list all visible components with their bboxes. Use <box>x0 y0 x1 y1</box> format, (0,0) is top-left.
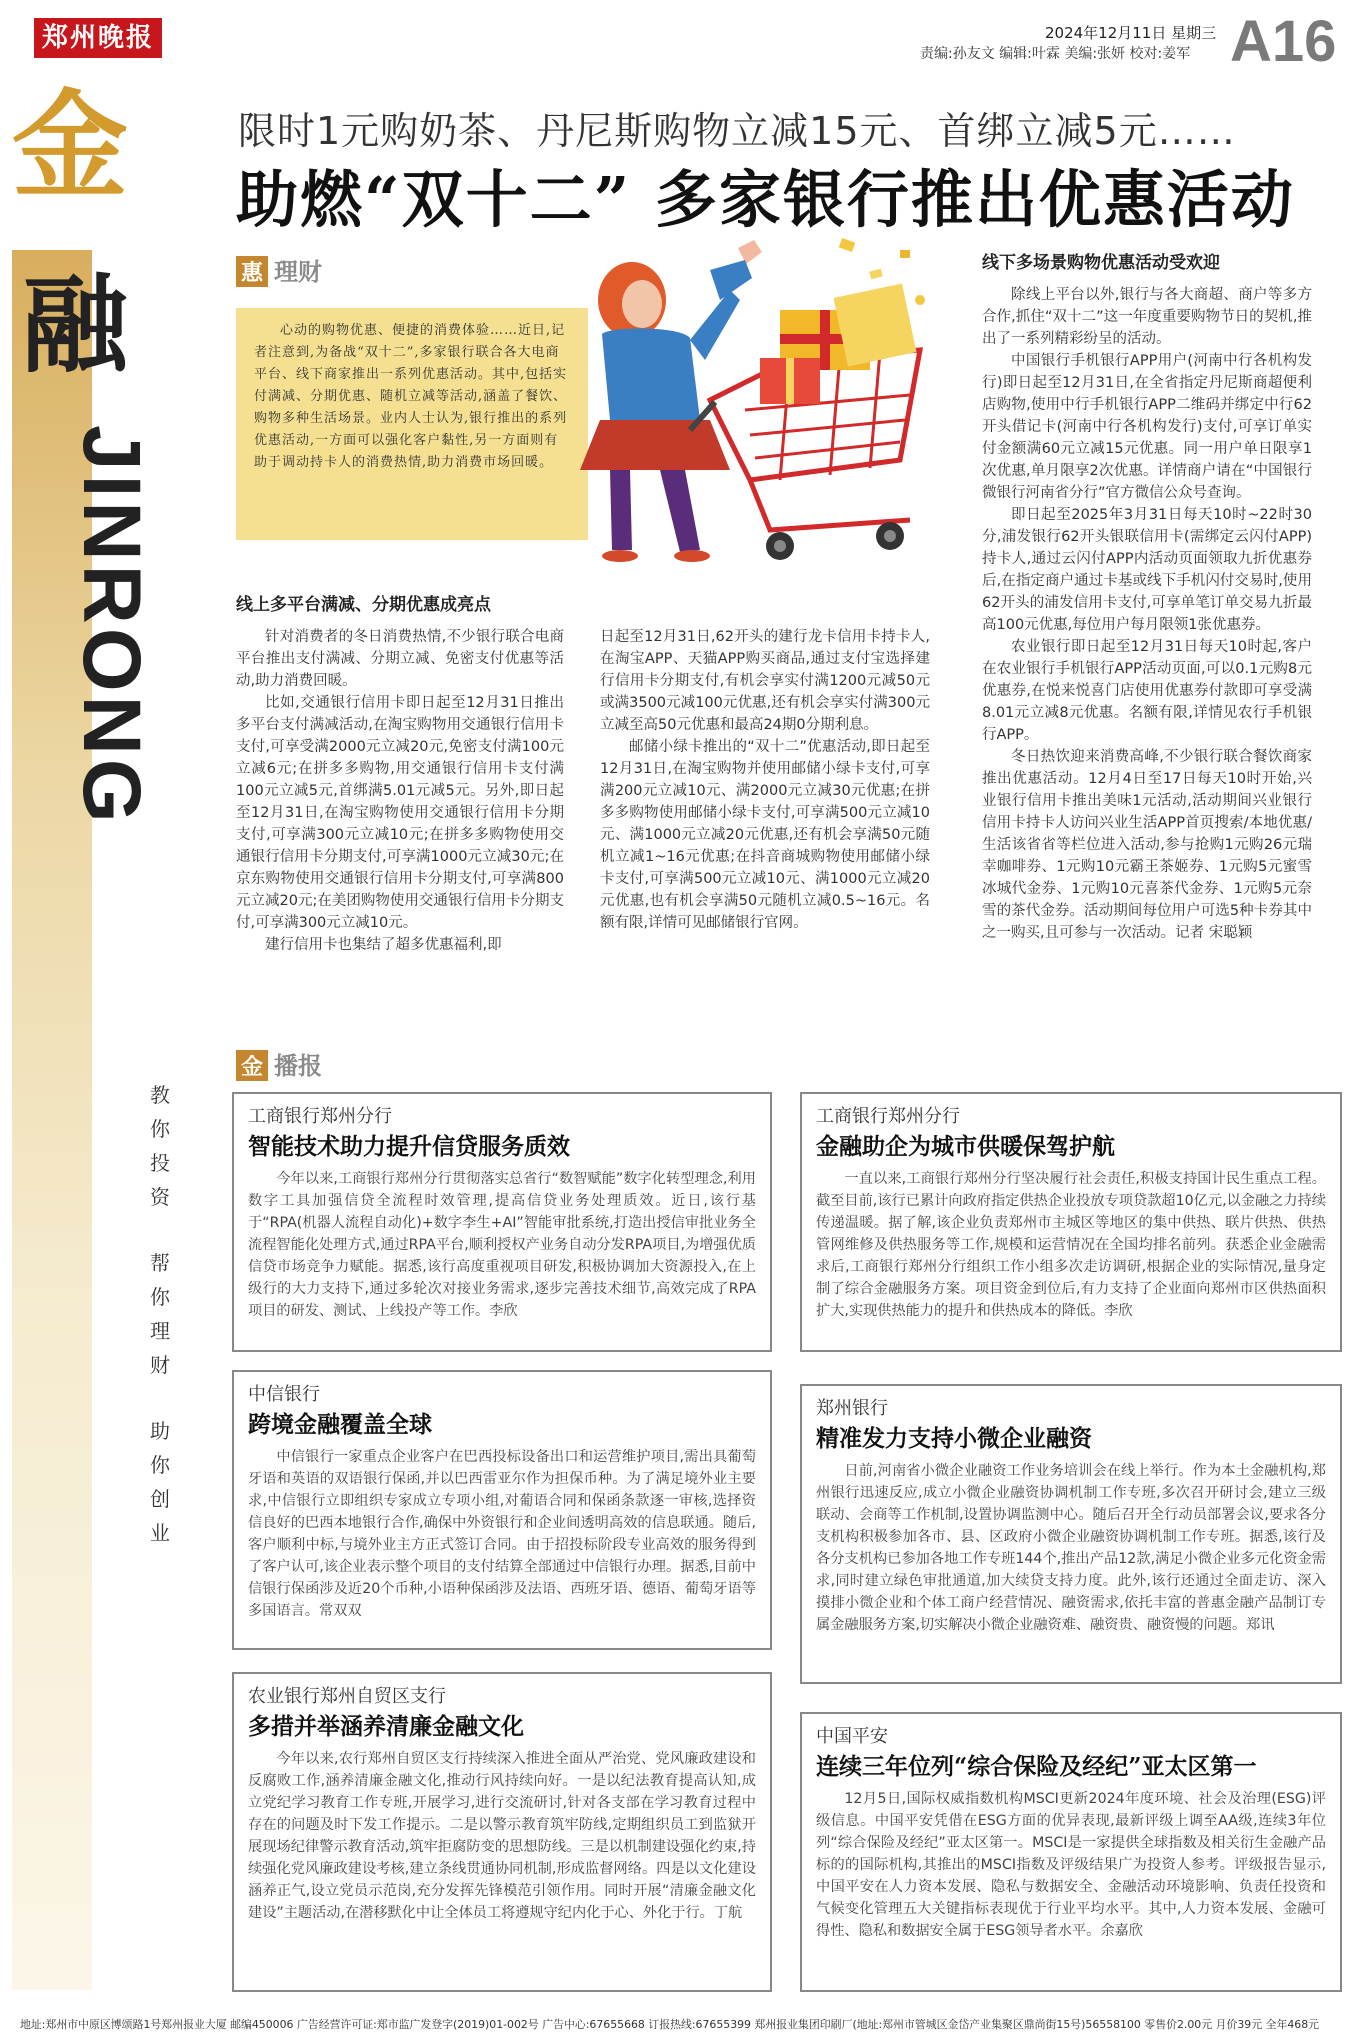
woman-figure <box>580 240 762 562</box>
brief-title: 金融助企为城市供暖保驾护航 <box>816 1133 1115 1160</box>
section-tag-licai <box>236 252 322 287</box>
section-char-jin: 金 <box>12 78 128 214</box>
shopping-illustration <box>540 230 950 580</box>
news-brief <box>800 1712 1342 1992</box>
article-column-1 <box>236 626 564 956</box>
article-column-2 <box>600 626 930 934</box>
paragraph: 农业银行即日起至12月31日每天10时起,客户在农业银行手机银行APP活动页面,可以0.1元购8元优惠券,在悦来悦喜门店使用优惠券付款即可享受满8.01元立减8元优惠。名额有限,详情见农行手机银行APP。 <box>982 639 1312 743</box>
slogan-char: 财 <box>150 1353 170 1377</box>
news-brief <box>800 1092 1342 1352</box>
newspaper-logo: 郑州晚报 <box>34 18 162 58</box>
intro-box: 心动的购物优惠、便捷的消费体验……近日,记者注意到,为备战“双十二”,多家银行联合各大电商平台、线下商家推出一系列优惠活动。其中,包括实付满减、分期优惠、随机立减等活动,涵盖了餐饮、购物多种生活场景。业内人士认为,银行推出的系列优惠活动,一方面可以强化客户黏性,另一方面则有助于调动持卡人的消费热情,助力消费市场回暖。 <box>236 308 588 540</box>
brief-body: 今年以来,工商银行郑州分行贯彻落实总省行“数智赋能”数字化转型理念,利用数字工具加强信贷全流程时效管理,提高信贷业务处理质效。近日,该行基于“RPA(机器人流程自动化)+数字李生+AI”智能审批系统,打造出授信审批业务全流程智能化处理方式,通过RPA平台,顺利授权产业务自动分发RPA项目,为增强优质信贷市场竞争力赋能。据悉,该行高度重视项目研发,积极协调加大资源投入,在上级行的大力支持下,通过多轮次对接业务需求,逐步完善技术细节,高效完成了RPA项目的研发、测试、上线投产等工作。李欣 <box>248 1171 756 1319</box>
brief-title: 跨境金融覆盖全球 <box>248 1411 432 1438</box>
brief-org: 郑州银行 <box>816 1398 888 1419</box>
slogan-char: 你 <box>150 1117 170 1141</box>
section-char-rong: 融 <box>22 262 128 387</box>
paragraph: 比如,交通银行信用卡即日起至12月31日推出多平台支付满减活动,在淘宝购物用交通银行信用卡支付,可享受满2000元立减20元,免密支付满100元立减6元;在拼多多购物,用交通银行信用卡支付满100元立减5元,首绑满5.01元减5元。另外,即日起至12月31日,在淘宝购物使用交通银行信用卡分期支付,可享满300元立减10元;在拼多多购物使用交通银行信用卡分期支付,可享满1000元立减30元;在京东购物使用交通银行信用卡分期支付,可享满800元立减20元;在美团购物使用交通银行信用卡分期支付,可享满300元立减10元。 <box>236 695 564 931</box>
paragraph: 即日起至2025年3月31日每天10时~22时30分,浦发银行62开头银联信用卡(需绑定云闪付APP)持卡人,通过云闪付APP内活动页面领取九折优惠券后,在指定商户通过卡基或线下手机闪付交易时,使用62开头的浦发信用卡支付,可享单笔订单交易九折最高100元优惠,每位用户每月限领1张优惠券。 <box>982 507 1312 633</box>
paragraph: 邮储小绿卡推出的“双十二”优惠活动,即日起至12月31日,在淘宝购物并使用邮储小绿卡支付,可享满200元立减10元、满2000元立减30元优惠;在拼多多购物使用邮储小绿卡支付,可享满500元立减10元、满1000元立减20元优惠,还有机会享满50元随机立减1~16元优惠;在抖音商城购物使用邮储小绿卡支付,可享满500元立减10元、满1000元立减20元优惠,也有机会享满50元随机立减0.5~16元。名额有限,详情可见邮储银行官网。 <box>600 739 930 931</box>
slogan-char: 助 <box>150 1419 170 1443</box>
section-pinyin <box>48 425 168 925</box>
article-subtitle-offline: 线下多场景购物优惠活动受欢迎 <box>982 253 1220 273</box>
paragraph: 建行信用卡也集结了超多优惠福利,即 <box>265 937 502 953</box>
section-tag-bobao <box>236 1046 322 1081</box>
paragraph: 针对消费者的冬日消费热情,不少银行联合电商平台推出支付满减、分期立减、免密支付优惠等活动,助力消费回暖。 <box>236 629 564 689</box>
brief-title: 多措并举涵养清廉金融文化 <box>248 1713 524 1740</box>
slogan-char: 理 <box>150 1319 170 1343</box>
sub-headline: 限时1元购奶茶、丹尼斯购物立减15元、首绑立减5元…… <box>238 109 1236 153</box>
slogan-char: 投 <box>150 1151 170 1175</box>
slogan-char: 教 <box>150 1083 170 1107</box>
slogan-char: 创 <box>150 1487 170 1511</box>
brief-org: 工商银行郑州分行 <box>248 1106 392 1127</box>
section-pinyin-text: JINRONG <box>66 425 157 827</box>
tag-box: 金 <box>236 1050 268 1081</box>
slogan-char: 业 <box>150 1521 170 1545</box>
brief-body: 日前,河南省小微企业融资工作业务培训会在线上举行。作为本土金融机构,郑州银行迅速反应,成立小微企业融资协调机制工作专班,多次召开研讨会,建立三级联动、会商等工作机制,设置协调监测中心。随后召开全行动员部署会议,要求各分支机构积极参加各市、县、区政府小微企业融资协调机制工作专班。据悉,该行及各分支机构已参加各地工作专班144个,推出产品12款,满足小微企业多元化资金需求,同时建立绿色审批通道,加大续贷支持力度。此外,该行还通过全面走访、深入摸排小微企业和个体工商户经营情况、融资需求,依托丰富的普惠金融产品制订专属金融服务方案,切实解决小微企业融资难、融资贵、融资慢的问题。郑讯 <box>816 1463 1326 1633</box>
slogan-char: 你 <box>150 1453 170 1477</box>
brief-body: 一直以来,工商银行郑州分行坚决履行社会责任,积极支持国计民生重点工程。截至目前,该行已累计向政府指定供热企业投放专项贷款超10亿元,以金融之力持续传递温暖。据了解,该企业负责郑州市主城区等地区的集中供热、联片供热、供热管网维修及供热服务等工作,规模和运营情况在全国均排名前列。获悉企业金融需求后,工商银行郑州分行组织工作小组多次走访调研,根据企业的实际情况,量身定制了综合金融服务方案。项目资金到位后,有力支持了企业面向郑州市区供热面积扩大,实现供热能力的提升和供热成本的降低。李欣 <box>816 1171 1326 1319</box>
main-headline: 助燃“双十二” 多家银行推出优惠活动 <box>236 163 1295 236</box>
article-column-3 <box>982 284 1312 944</box>
editors-line: 责编:孙友文 编辑:叶霖 美编:张妍 校对:姜军 <box>920 46 1191 62</box>
brief-title: 精准发力支持小微企业融资 <box>816 1425 1092 1452</box>
paragraph: 冬日热饮迎来消费高峰,不少银行联合餐饮商家推出优惠活动。12月4日至17日每天10时开始,兴业银行信用卡推出美味1元活动,活动期间兴业银行信用卡持卡人访问兴业生活APP首页搜索/本地优惠/生活该省省等栏位进入活动,参与抢购1元购26元瑞幸咖啡券、1元购10元霸王茶姬券、1元购5元蜜雪冰城代金券、1元购10元喜茶代金券、1元购5元奈雪的茶代金券。活动期间每位用户可选5种卡券其中之一购买,且可参与一次活动。记者 宋聪颖 <box>982 749 1312 941</box>
dateline: 2024年12月11日 星期三 <box>1045 24 1217 42</box>
slogan-char: 资 <box>150 1185 170 1209</box>
news-brief <box>232 1370 772 1650</box>
brief-org: 农业银行郑州自贸区支行 <box>248 1686 446 1707</box>
slogan-char: 帮 <box>150 1251 170 1275</box>
brief-title: 智能技术助力提升信贷服务质效 <box>248 1133 570 1160</box>
footer-info: 地址:郑州市中原区博颂路1号郑州报业大厦 邮编450006 广告经营许可证:郑市监广发登字(2019)01-002号 广告中心:67655668 订报热线:67655399 郑州报业集团印刷厂(地址:郑州市管城区金岱产业集聚区鼎尚街15号)56558100 零售价2.00元 月价39元 全年468元 <box>20 2018 1320 2031</box>
brief-body: 12月5日,国际权威指数机构MSCI更新2024年度环境、社会及治理(ESG)评级信息。中国平安凭借在ESG方面的优异表现,最新评级上调至AA级,连续3年位列“综合保险及经纪”亚太区第一。MSCI是一家提供全球指数及相关衍生金融产品标的的国际机构,其推出的MSCI指数及评级结果广为投资人参考。评级报告显示,中国平安在人力资本发展、隐私与数据安全、金融活动环境影响、负责任投资和气候变化管理五大关键指标表现优于行业平均水平。其中,人力资本发展、金融可得性、隐私和数据安全属于ESG领导者水平。余嘉欣 <box>816 1791 1326 1939</box>
news-brief <box>232 1672 772 1992</box>
page-number: A16 <box>1230 9 1337 74</box>
article-subtitle-online: 线上多平台满减、分期优惠成亮点 <box>236 595 491 615</box>
slogan-char: 你 <box>150 1285 170 1309</box>
brief-body: 中信银行一家重点企业客户在巴西投标设备出口和运营维护项目,需出具葡萄牙语和英语的双语银行保函,并以巴西雷亚尔作为担保币种。为了满足境外业主要求,中信银行立即组织专家成立专项小组,对葡语合同和保函条款逐一审核,选择资信良好的巴西本地银行合作,确保中外资银行和企业间透明高效的信息联通。随后,客户顺利中标,与境外业主方正式签订合同。由于招投标阶段专业高效的服务得到了客户认可,该企业表示整个项目的支付结算全部通过中信银行办理。据悉,目前中信银行保函涉及近20个币种,小语种保函涉及法语、西班牙语、德语、葡萄牙语等多国语言。常双双 <box>248 1449 756 1619</box>
news-brief <box>800 1384 1342 1684</box>
tag-text: 播报 <box>274 1052 323 1080</box>
brief-org: 中信银行 <box>248 1384 320 1405</box>
tag-text: 理财 <box>274 258 323 286</box>
paragraph: 日起至12月31日,62开头的建行龙卡信用卡持卡人,在淘宝APP、天猫APP购买商品,通过支付宝选择建行信用卡分期支付,有机会享实付满1200元减50元或满3500元减100元优惠,还有机会享实付满300元立减至高50元优惠和最高24期0分期利息。 <box>600 629 930 733</box>
tag-box: 惠 <box>236 256 268 287</box>
brief-org: 工商银行郑州分行 <box>816 1106 960 1127</box>
brief-title: 连续三年位列“综合保险及经纪”亚太区第一 <box>816 1753 1257 1780</box>
brief-body: 今年以来,农行郑州自贸区支行持续深入推进全面从严治党、党风廉政建设和反腐败工作,涵养清廉金融文化,推动行风持续向好。一是以纪法教育提高认知,成立党纪学习教育工作专班,开展学习,进行交流研讨,针对各支部在学习教育过程中存在的问题及时下发工作提示。二是以警示教育筑牢防线,定期组织员工到监狱开展现场纪律警示教育活动,筑牢拒腐防变的思想防线。三是以机制建设强化约束,持续强化党风廉政建设考核,建立条线贯通协同机制,形成监督网络。四是以文化建设涵养正气,设立党员示范岗,充分发挥先锋模范引领作用。同时开展“清廉金融文化建设”主题活动,在潜移默化中让全体员工将遵规守纪内化于心、外化于行。丁航 <box>248 1751 756 1921</box>
news-brief <box>232 1092 772 1352</box>
paragraph: 中国银行手机银行APP用户(河南中行各机构发行)即日起至12月31日,在全省指定丹尼斯商超便利店购物,使用中行手机银行APP二维码并绑定中行62开头借记卡(河南中行各机构发行)支付,可享订单实付金额满60元立减15元优惠。同一用户单日限享1次优惠,单月限享2次优惠。详情商户请在“中国银行微银行河南省分行”官方微信公众号查询。 <box>982 353 1312 501</box>
paragraph: 除线上平台以外,银行与各大商超、商户等多方合作,抓住“双十二”这一年度重要购物节日的契机,推出了一系列精彩纷呈的活动。 <box>982 287 1312 347</box>
brief-org: 中国平安 <box>816 1726 888 1747</box>
